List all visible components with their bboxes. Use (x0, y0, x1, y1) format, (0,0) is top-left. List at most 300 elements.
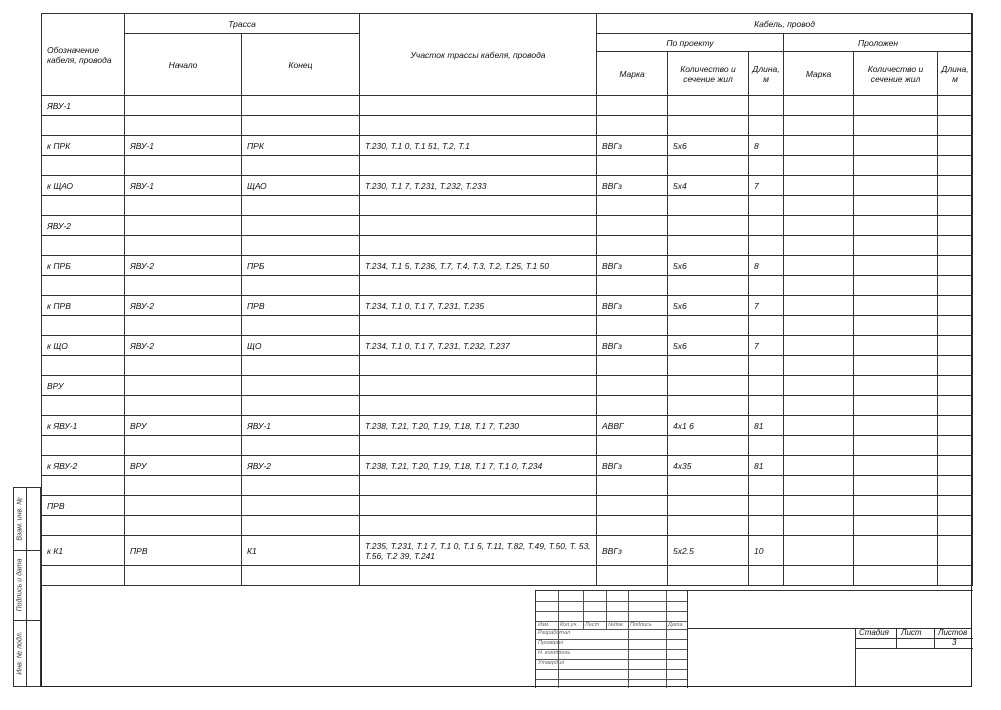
cell-designation: к ПРБ (42, 256, 125, 276)
cell-laid-cores (854, 196, 938, 216)
table-group-row (42, 496, 973, 516)
cell-laid-brand (784, 566, 854, 586)
cell-brand (597, 96, 668, 116)
cell-length (749, 566, 784, 586)
header-project-brand: Марка (597, 52, 668, 96)
cell-designation: ЯВУ-1 (42, 96, 125, 116)
cell-length (749, 156, 784, 176)
cell-section: Т.230, Т.1 0, Т.1 51, Т.2, Т.1 (360, 136, 597, 156)
cell-laid-length (938, 356, 973, 376)
cell-brand (597, 316, 668, 336)
cell-brand (597, 436, 668, 456)
cell-brand (597, 356, 668, 376)
cell-route-end (242, 516, 360, 536)
header-laid-cores: Количество и сечение жил (854, 52, 938, 96)
cell-length (749, 316, 784, 336)
cell-route-end (242, 116, 360, 136)
cell-route-end (242, 496, 360, 516)
cell-cores (668, 96, 749, 116)
cell-laid-cores (854, 276, 938, 296)
title-block-col-header: Дата (668, 622, 683, 628)
cell-section: Т.235, Т.231, Т.1 7, Т.1 0, Т.1 5, Т.11, Т.82, Т.49, Т.50, Т. 53, Т.56, Т.2 39, Т.241 (360, 536, 597, 566)
cell-brand: ВВГз (597, 456, 668, 476)
cell-brand: ВВГз (597, 336, 668, 356)
cell-laid-brand (784, 236, 854, 256)
cell-route-end: ПРВ (242, 296, 360, 316)
title-block-line (628, 591, 629, 629)
cell-route-end (242, 196, 360, 216)
cell-laid-cores (854, 536, 938, 566)
table-group-row (42, 216, 973, 236)
cell-laid-cores (854, 116, 938, 136)
cell-laid-length (938, 336, 973, 356)
cell-laid-cores (854, 176, 938, 196)
cell-laid-cores (854, 256, 938, 276)
cell-route-end (242, 566, 360, 586)
cell-designation: к ЩО (42, 336, 125, 356)
stage-divider-2 (934, 628, 935, 648)
table-row (42, 536, 973, 566)
cell-laid-brand (784, 296, 854, 316)
cell-route-start: ПРВ (125, 536, 242, 566)
cell-route-end: ЩАО (242, 176, 360, 196)
cell-laid-brand (784, 96, 854, 116)
cell-section (360, 236, 597, 256)
table-row (42, 256, 973, 276)
cell-section (360, 376, 597, 396)
cell-route-start (125, 196, 242, 216)
title-block-line (583, 591, 584, 629)
cell-cores (668, 196, 749, 216)
cell-laid-cores (854, 566, 938, 586)
cell-section (360, 156, 597, 176)
title-block-role: Утвердил (538, 660, 565, 666)
header-laid-brand: Марка (784, 52, 854, 96)
title-block-line (666, 629, 667, 688)
cell-route-start (125, 96, 242, 116)
table-group-row (42, 376, 973, 396)
cell-route-end: ПРК (242, 136, 360, 156)
cell-laid-length (938, 136, 973, 156)
cell-laid-brand (784, 496, 854, 516)
cell-brand: ВВГз (597, 536, 668, 566)
cell-route-end: ЩО (242, 336, 360, 356)
cable-journal-table (41, 13, 973, 586)
cell-brand (597, 376, 668, 396)
table-row (42, 296, 973, 316)
cell-route-end: К1 (242, 536, 360, 566)
table-blank-row (42, 276, 973, 296)
cell-route-start (125, 436, 242, 456)
cell-laid-length (938, 216, 973, 236)
table-row (42, 456, 973, 476)
title-block-role: Н. контроль (538, 650, 571, 656)
cell-section (360, 276, 597, 296)
cell-length (749, 96, 784, 116)
table-blank-row (42, 316, 973, 336)
cell-designation (42, 436, 125, 456)
header-cable: Кабель, провод (597, 14, 973, 34)
cell-cores (668, 276, 749, 296)
cell-cores (668, 436, 749, 456)
cell-cores (668, 516, 749, 536)
cell-length: 81 (749, 456, 784, 476)
cell-brand: ВВГз (597, 176, 668, 196)
cell-laid-cores (854, 376, 938, 396)
cell-route-start (125, 156, 242, 176)
cell-designation (42, 236, 125, 256)
cell-laid-cores (854, 416, 938, 436)
table-row (42, 336, 973, 356)
side-cell-sign (14, 550, 26, 621)
cell-laid-length (938, 416, 973, 436)
cell-laid-length (938, 536, 973, 566)
cell-laid-length (938, 476, 973, 496)
header-laid: Проложен (784, 34, 973, 52)
header-designation: Обозначение кабеля, провода (42, 14, 125, 96)
cell-route-start: ЯВУ-2 (125, 336, 242, 356)
cell-laid-cores (854, 496, 938, 516)
cell-length: 7 (749, 336, 784, 356)
table-blank-row (42, 116, 973, 136)
cell-designation (42, 196, 125, 216)
cell-route-end (242, 276, 360, 296)
cell-laid-brand (784, 356, 854, 376)
table-group-row (42, 96, 973, 116)
title-block-line (666, 591, 667, 629)
cell-laid-brand (784, 276, 854, 296)
cell-designation: ЯВУ-2 (42, 216, 125, 236)
cell-laid-brand (784, 516, 854, 536)
cell-laid-brand (784, 136, 854, 156)
cell-cores (668, 496, 749, 516)
cell-laid-brand (784, 436, 854, 456)
side-value-replace (27, 488, 40, 551)
cell-section (360, 436, 597, 456)
cell-brand: АВВГ (597, 416, 668, 436)
cell-laid-length (938, 436, 973, 456)
title-block-role: Разработал (538, 630, 571, 636)
cell-laid-cores (854, 216, 938, 236)
side-label-inv-orig: Инв. № подл. (16, 631, 24, 675)
cell-cores (668, 316, 749, 336)
cell-laid-cores (854, 96, 938, 116)
cell-cores (668, 356, 749, 376)
cell-brand (597, 516, 668, 536)
cell-brand (597, 496, 668, 516)
cell-designation: к ЯВУ-2 (42, 456, 125, 476)
cell-cores: 5х2.5 (668, 536, 749, 566)
cell-laid-length (938, 176, 973, 196)
cell-cores (668, 476, 749, 496)
table-blank-row (42, 476, 973, 496)
cell-length (749, 216, 784, 236)
cell-laid-brand (784, 176, 854, 196)
cell-laid-length (938, 96, 973, 116)
side-stamp-values (27, 488, 40, 686)
cell-laid-length (938, 276, 973, 296)
cell-designation: к ЯВУ-1 (42, 416, 125, 436)
cell-laid-length (938, 496, 973, 516)
cell-route-end (242, 476, 360, 496)
title-block-col-header: Кол.уч. (560, 622, 578, 628)
table-blank-row (42, 156, 973, 176)
cell-section (360, 566, 597, 586)
cell-designation: к ПРВ (42, 296, 125, 316)
cell-brand (597, 216, 668, 236)
title-block-role: Проверил (538, 640, 564, 646)
cell-laid-cores (854, 396, 938, 416)
cell-section: Т.234, Т.1 0, Т.1 7, Т.231, Т.235 (360, 296, 597, 316)
cell-section (360, 476, 597, 496)
cell-section (360, 96, 597, 116)
cell-cores: 5х6 (668, 256, 749, 276)
cell-designation (42, 566, 125, 586)
title-block-col-header: Лист (585, 622, 600, 628)
cell-route-start (125, 396, 242, 416)
cell-cores (668, 156, 749, 176)
table-blank-row (42, 236, 973, 256)
cell-route-end (242, 96, 360, 116)
cell-laid-brand (784, 476, 854, 496)
cell-length (749, 436, 784, 456)
side-cell-orig (14, 620, 26, 686)
cell-length: 8 (749, 256, 784, 276)
cell-laid-brand (784, 256, 854, 276)
cell-route-start: ВРУ (125, 416, 242, 436)
header-laid-length: Длина, м (938, 52, 973, 96)
side-stamp (13, 487, 41, 687)
cell-cores (668, 116, 749, 136)
cell-brand (597, 476, 668, 496)
cell-route-start: ЯВУ-1 (125, 176, 242, 196)
cell-length (749, 516, 784, 536)
cell-route-end (242, 156, 360, 176)
table-row (42, 136, 973, 156)
header-project-cores: Количество и сечение жил (668, 52, 749, 96)
cell-laid-length (938, 566, 973, 586)
title-block-col-header: Изм. (538, 622, 550, 628)
title-block-line (628, 629, 629, 688)
table-blank-row (42, 516, 973, 536)
cell-route-end: ЯВУ-1 (242, 416, 360, 436)
cell-route-start (125, 496, 242, 516)
cell-laid-cores (854, 456, 938, 476)
side-label-sign-date: Подпись и дата (16, 558, 24, 612)
cell-laid-cores (854, 236, 938, 256)
cell-route-end (242, 316, 360, 336)
cell-route-end (242, 396, 360, 416)
cell-laid-length (938, 396, 973, 416)
cell-laid-brand (784, 456, 854, 476)
sheets-value: 3 (952, 638, 957, 647)
cell-length: 81 (749, 416, 784, 436)
cell-laid-length (938, 456, 973, 476)
cell-route-start (125, 116, 242, 136)
cell-laid-brand (784, 156, 854, 176)
cell-cores: 5х6 (668, 136, 749, 156)
cell-section (360, 356, 597, 376)
cell-designation (42, 156, 125, 176)
cell-laid-cores (854, 476, 938, 496)
cell-length (749, 276, 784, 296)
cell-laid-cores (854, 316, 938, 336)
cell-laid-length (938, 116, 973, 136)
cell-section: Т.234, Т.1 0, Т.1 7, Т.231, Т.232, Т.237 (360, 336, 597, 356)
cell-route-start (125, 516, 242, 536)
sheets-label: Листов (938, 628, 968, 637)
cell-cores (668, 216, 749, 236)
cell-length (749, 356, 784, 376)
header-by-project: По проекту (597, 34, 784, 52)
cell-route-end (242, 356, 360, 376)
cell-brand: ВВГз (597, 256, 668, 276)
cell-designation: к ЩАО (42, 176, 125, 196)
side-stamp-labels (14, 488, 27, 686)
cell-laid-cores (854, 296, 938, 316)
table-row (42, 176, 973, 196)
cell-laid-length (938, 376, 973, 396)
cell-section (360, 116, 597, 136)
cell-laid-length (938, 196, 973, 216)
header-section: Участок трассы кабеля, провода (360, 14, 597, 96)
header-project-length: Длина, м (749, 52, 784, 96)
cell-length: 10 (749, 536, 784, 566)
side-value-sign (27, 550, 40, 621)
title-block (535, 590, 972, 687)
cell-cores: 5х4 (668, 176, 749, 196)
cell-length: 8 (749, 136, 784, 156)
cell-route-end: ЯВУ-2 (242, 456, 360, 476)
title-block-col-header: Подпись (630, 622, 652, 628)
cell-designation: ПРВ (42, 496, 125, 516)
cell-length (749, 396, 784, 416)
cell-length (749, 196, 784, 216)
side-cell-replace (14, 488, 26, 551)
cell-designation (42, 356, 125, 376)
cell-laid-length (938, 316, 973, 336)
cell-cores (668, 376, 749, 396)
title-block-col-header: №док. (608, 622, 625, 628)
cell-section: Т.230, Т.1 7, Т.231, Т.232, Т.233 (360, 176, 597, 196)
table-blank-row (42, 356, 973, 376)
cell-laid-length (938, 236, 973, 256)
cell-length (749, 496, 784, 516)
cell-route-end: ПРБ (242, 256, 360, 276)
cell-laid-cores (854, 516, 938, 536)
cell-route-start: ЯВУ-2 (125, 296, 242, 316)
cell-designation: ВРУ (42, 376, 125, 396)
cell-section: Т.234, Т.1 5, Т.236, Т.7, Т.4, Т.3, Т.2, Т.25, Т.1 50 (360, 256, 597, 276)
cell-laid-brand (784, 196, 854, 216)
stage-divider-1 (896, 628, 897, 648)
stage-label: Стадия (859, 628, 889, 637)
table-blank-row (42, 566, 973, 586)
cell-length (749, 376, 784, 396)
cell-laid-cores (854, 336, 938, 356)
cell-length: 7 (749, 296, 784, 316)
table-blank-row (42, 196, 973, 216)
cell-length (749, 476, 784, 496)
cell-brand: ВВГз (597, 136, 668, 156)
cell-brand (597, 196, 668, 216)
cell-laid-cores (854, 136, 938, 156)
cell-designation (42, 476, 125, 496)
cell-brand (597, 156, 668, 176)
table-blank-row (42, 436, 973, 456)
header-route-end: Конец (242, 34, 360, 96)
cell-route-end (242, 376, 360, 396)
cell-cores (668, 396, 749, 416)
cell-laid-brand (784, 376, 854, 396)
cell-cores: 5х6 (668, 296, 749, 316)
cell-route-start (125, 566, 242, 586)
cell-designation (42, 316, 125, 336)
cell-length: 7 (749, 176, 784, 196)
cell-route-start (125, 476, 242, 496)
cell-designation: к ПРК (42, 136, 125, 156)
cell-designation (42, 116, 125, 136)
cell-section (360, 496, 597, 516)
cell-route-start: ЯВУ-2 (125, 256, 242, 276)
table-blank-row (42, 396, 973, 416)
cell-route-start (125, 316, 242, 336)
header-route-start: Начало (125, 34, 242, 96)
cell-length (749, 116, 784, 136)
cell-laid-length (938, 296, 973, 316)
cell-designation (42, 276, 125, 296)
cell-laid-length (938, 516, 973, 536)
cell-route-start: ВРУ (125, 456, 242, 476)
cell-laid-brand (784, 316, 854, 336)
cell-route-start (125, 356, 242, 376)
cell-route-end (242, 236, 360, 256)
cell-route-start (125, 376, 242, 396)
cell-cores: 5х6 (668, 336, 749, 356)
cell-laid-length (938, 156, 973, 176)
table-row (42, 416, 973, 436)
cell-cores (668, 236, 749, 256)
cell-laid-cores (854, 436, 938, 456)
cell-designation: к К1 (42, 536, 125, 566)
cell-laid-length (938, 256, 973, 276)
cell-brand: ВВГз (597, 296, 668, 316)
cell-section (360, 396, 597, 416)
cell-route-start (125, 236, 242, 256)
sheet-label: Лист (901, 628, 922, 637)
header-route: Трасса (125, 14, 360, 34)
cell-route-start: ЯВУ-1 (125, 136, 242, 156)
side-label-inv-replace: Взам. инв. № (16, 497, 24, 541)
side-value-orig (27, 620, 40, 686)
cell-brand (597, 236, 668, 256)
cell-section (360, 316, 597, 336)
title-block-grid (535, 590, 688, 688)
cell-length (749, 236, 784, 256)
cell-brand (597, 566, 668, 586)
cell-designation (42, 516, 125, 536)
cell-laid-brand (784, 216, 854, 236)
cell-brand (597, 116, 668, 136)
cell-route-end (242, 216, 360, 236)
cell-section: Т.238, Т.21, Т.20, Т.19, Т.18, Т.1 7, Т.1 0, Т.234 (360, 456, 597, 476)
cell-laid-brand (784, 396, 854, 416)
cell-laid-cores (854, 156, 938, 176)
cell-section (360, 196, 597, 216)
cell-laid-brand (784, 116, 854, 136)
cell-cores (668, 566, 749, 586)
cell-route-start (125, 276, 242, 296)
